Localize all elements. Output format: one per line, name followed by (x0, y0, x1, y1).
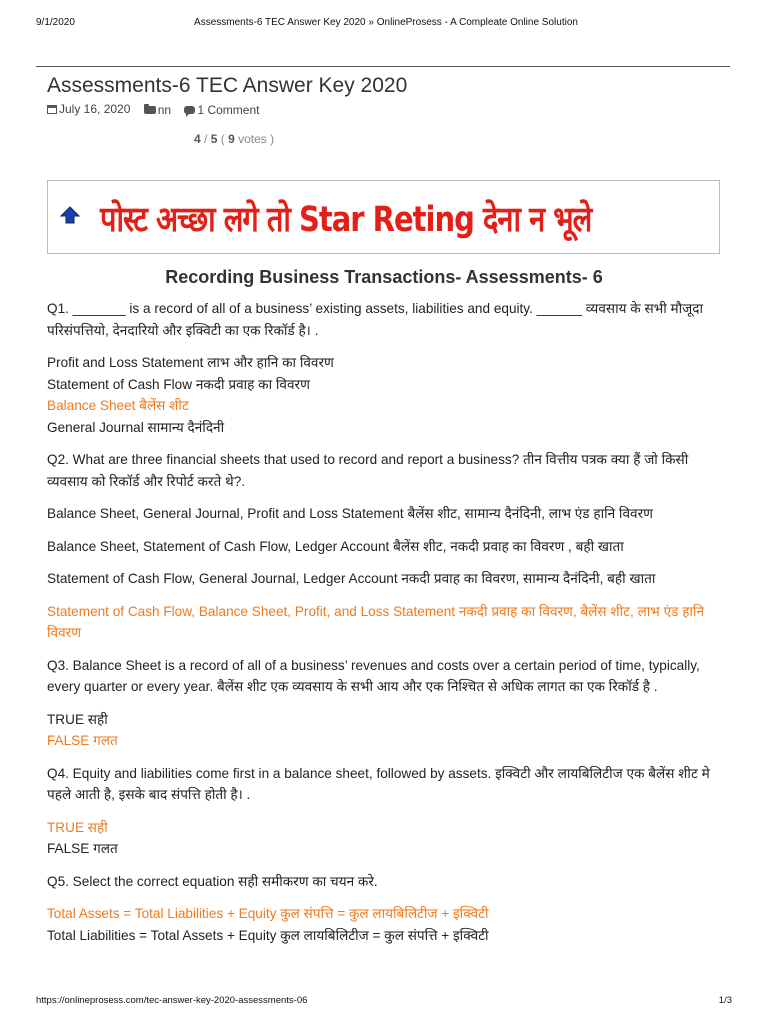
post-category: nn (157, 102, 172, 117)
correct-answer-option: TRUE सही (47, 819, 108, 835)
post-comments: 1 Comment (197, 102, 260, 117)
answer-option: Balance Sheet, General Journal, Profit and Loss Statement बैलेंस शीट, सामान्य दैनंदिनी, लाभ एंड हानि विवरण (47, 506, 653, 521)
question-text: Q5. Select the correct equation सही समीकरण का चयन करे. (47, 873, 378, 889)
up-arrow-icon[interactable] (60, 205, 80, 225)
print-url[interactable]: https://onlineprosess.com/tec-answer-key-2020-assessments-06 (36, 995, 308, 1006)
rating-score: 4 (194, 132, 201, 146)
correct-answer-option: Statement of Cash Flow, Balance Sheet, Profit, and Loss Statement नकदी प्रवाह का विवरण, बैलेंस शीट, लाभ एंड हानि विवरण (47, 603, 704, 640)
page-number: 1/3 (718, 995, 732, 1006)
answer-option: Statement of Cash Flow, General Journal, Ledger Account नकदी प्रवाह का विवरण, सामान्य दैनंदिनी, बही खाता (47, 571, 656, 586)
top-divider (36, 66, 730, 67)
rating-votes: 9 (228, 132, 235, 146)
post-title: Assessments-6 TEC Answer Key 2020 (47, 74, 408, 97)
answer-option: Total Liabilities = Total Assets + Equity कुल लायबिलिटीज = कुल संपत्ति + इक्विटी (47, 927, 489, 943)
question-content (47, 298, 727, 957)
option-list (47, 352, 727, 438)
correct-answer-option: Total Assets = Total Liabilities + Equity कुल संपत्ति = कुल लायबिलिटीज + इक्विटी (47, 906, 489, 921)
post-date-meta[interactable] (47, 102, 130, 116)
post-category-meta[interactable] (144, 103, 171, 117)
comment-icon (184, 106, 195, 114)
rating-votes-label: votes (238, 132, 267, 146)
answer-option: General Journal सामान्य दैनंदिनी (47, 419, 225, 435)
post-date: July 16, 2020 (59, 102, 131, 116)
banner-text: पोस्ट अच्छा लगे तो Star Reting देना न भूले (100, 198, 592, 240)
print-date: 9/1/2020 (36, 17, 75, 28)
option-list (47, 817, 727, 860)
rating-max: 5 (210, 132, 218, 146)
answer-option: Balance Sheet, Statement of Cash Flow, Ledger Account बैलेंस शीट, नकदी प्रवाह का विवरण , बही खाता (47, 538, 624, 554)
section-heading: Recording Business Transactions- Assessments- 6 (165, 267, 603, 287)
answer-option: Statement of Cash Flow नकदी प्रवाह का विवरण (47, 376, 310, 392)
correct-answer-option: FALSE गलत (47, 733, 118, 748)
question-text: Q2. What are three financial sheets that used to record and report a business? तीन वित्तीय पत्रक क्या हैं जो किसी व्यवसाय को रिकॉर्ड और रिपोर्ट करते थे?. (47, 452, 689, 489)
answer-option: FALSE गलत (47, 841, 118, 856)
print-header (36, 17, 736, 31)
rating-summary: 4 / 5 ( 9 votes ) (194, 132, 275, 146)
correct-answer-option: Balance Sheet बैलेंस शीट (47, 398, 189, 413)
post-comments-meta[interactable] (184, 103, 259, 117)
answer-option: Profit and Loss Statement लाभ और हानि का विवरण (47, 355, 334, 370)
calendar-icon (47, 105, 57, 114)
answer-option: TRUE सही (47, 711, 108, 727)
print-document-title: Assessments-6 TEC Answer Key 2020 » OnlineProsess - A Compleate Online Solution (194, 17, 578, 28)
question-text: Q3. Balance Sheet is a record of all of a business’ revenues and costs over a certain period of time, typically, every quarter or every year. बैलेंस शीट एक व्यवसाय के सभी आय और एक निश्चित से अधिक लागत का एक रिकॉर्ड है . (47, 657, 700, 694)
option-list (47, 709, 727, 752)
star-rating-banner (47, 180, 720, 254)
option-list (47, 903, 727, 946)
post-meta (47, 102, 269, 117)
folder-icon (144, 106, 156, 114)
question-text: Q1. _______ is a record of all of a business’ existing assets, liabilities and equity. ______ व्यवसाय के सभी मौजूदा परिसंपत्तियो, देनदारियो और इक्विटी का एक रिकॉर्ड है। . (47, 301, 703, 338)
question-text: Q4. Equity and liabilities come first in a balance sheet, followed by assets. इक्विटी और लायबिलिटीज एक बैलेंस शीट मे पहले आती है, इसके बाद संपत्ति होती है। . (47, 765, 710, 802)
